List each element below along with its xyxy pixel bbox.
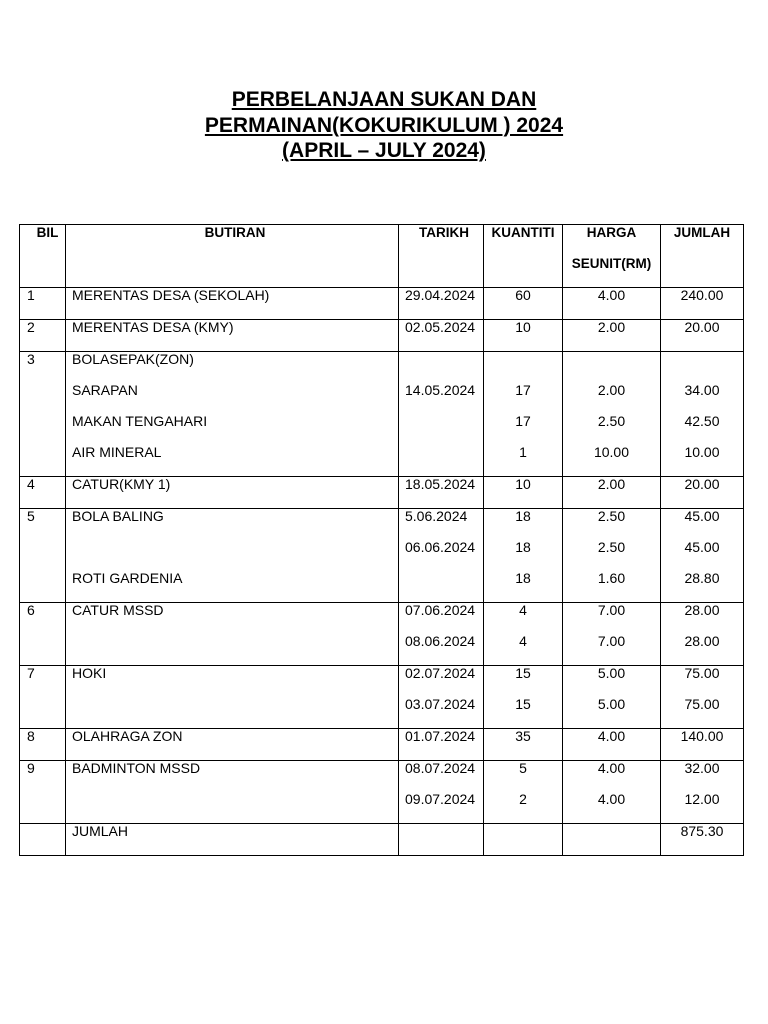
cell-tarikh-text: 02.05.2024 bbox=[405, 319, 476, 335]
cell-kuantiti bbox=[484, 320, 563, 352]
cell-bil-text bbox=[20, 571, 65, 602]
cell-bil-text: 9 bbox=[27, 760, 35, 776]
cell-bil-text: 5 bbox=[27, 508, 35, 524]
cell-tarikh-text: 09.07.2024 bbox=[405, 791, 476, 807]
cell-kuantiti bbox=[484, 352, 563, 477]
cell-harga-seunit-text bbox=[563, 352, 660, 383]
cell-butiran bbox=[66, 477, 399, 509]
table-header-row bbox=[20, 225, 744, 288]
cell-tarikh bbox=[399, 288, 484, 320]
cell-bil bbox=[20, 477, 66, 509]
cell-jumlah bbox=[661, 477, 744, 509]
cell-tarikh bbox=[399, 320, 484, 352]
cell-jumlah bbox=[661, 824, 744, 856]
cell-harga-seunit-text: 2.50 bbox=[597, 413, 626, 429]
cell-jumlah-text: 45.00 bbox=[684, 508, 720, 524]
cell-butiran-text: BADMINTON MSSD bbox=[72, 760, 201, 776]
cell-tarikh-text: 14.05.2024 bbox=[405, 382, 476, 398]
cell-jumlah-text: 34.00 bbox=[684, 382, 720, 398]
cell-harga-seunit bbox=[563, 509, 661, 603]
cell-kuantiti bbox=[484, 288, 563, 320]
cell-butiran-text: BOLASEPAK(ZON) bbox=[72, 351, 194, 367]
cell-bil bbox=[20, 729, 66, 761]
cell-kuantiti-text: 4 bbox=[519, 602, 527, 618]
header-butiran: BUTIRAN bbox=[66, 225, 399, 288]
cell-bil-text: 4 bbox=[27, 476, 35, 492]
cell-harga-seunit-text: 2.00 bbox=[597, 382, 626, 398]
cell-harga-seunit bbox=[563, 288, 661, 320]
cell-kuantiti-text: 15 bbox=[515, 696, 531, 712]
table-row bbox=[20, 509, 744, 603]
cell-jumlah-text: 12.00 bbox=[684, 791, 720, 807]
cell-kuantiti-text: 18 bbox=[515, 508, 531, 524]
cell-jumlah-text: 75.00 bbox=[684, 665, 720, 681]
table-row bbox=[20, 477, 744, 509]
cell-harga-seunit-text bbox=[563, 824, 660, 855]
cell-kuantiti-text bbox=[484, 824, 562, 855]
cell-bil bbox=[20, 509, 66, 603]
cell-kuantiti bbox=[484, 824, 563, 856]
cell-bil bbox=[20, 603, 66, 666]
cell-kuantiti-text bbox=[484, 352, 562, 383]
cell-butiran bbox=[66, 824, 399, 856]
cell-kuantiti-text: 4 bbox=[519, 633, 527, 649]
cell-tarikh-text: 08.07.2024 bbox=[405, 760, 476, 776]
cell-tarikh-text bbox=[399, 571, 483, 602]
cell-tarikh bbox=[399, 824, 484, 856]
cell-bil-text bbox=[20, 414, 65, 445]
cell-harga-seunit bbox=[563, 729, 661, 761]
cell-tarikh bbox=[399, 509, 484, 603]
cell-kuantiti-text: 1 bbox=[519, 444, 527, 460]
cell-harga-seunit-text: 10.00 bbox=[593, 444, 630, 460]
cell-jumlah bbox=[661, 352, 744, 477]
cell-tarikh bbox=[399, 666, 484, 729]
cell-harga-seunit-text: 4.00 bbox=[597, 287, 626, 303]
cell-kuantiti bbox=[484, 729, 563, 761]
cell-harga-seunit-text: 4.00 bbox=[597, 728, 626, 744]
document-title bbox=[0, 87, 768, 164]
table-row bbox=[20, 666, 744, 729]
cell-bil-text: 2 bbox=[27, 319, 35, 335]
cell-tarikh-text: 06.06.2024 bbox=[405, 539, 476, 555]
cell-jumlah-text: 28.00 bbox=[684, 633, 720, 649]
cell-bil-text bbox=[20, 634, 65, 665]
cell-kuantiti-text: 17 bbox=[515, 413, 531, 429]
cell-bil-text bbox=[20, 383, 65, 414]
cell-jumlah bbox=[661, 288, 744, 320]
cell-tarikh-text: 02.07.2024 bbox=[405, 665, 476, 681]
expense-table bbox=[19, 224, 744, 856]
cell-bil-text: 6 bbox=[27, 602, 35, 618]
cell-butiran-text: SARAPAN bbox=[72, 382, 138, 398]
table-row bbox=[20, 761, 744, 824]
cell-bil-text: 7 bbox=[27, 665, 35, 681]
cell-tarikh-text: 18.05.2024 bbox=[405, 476, 476, 492]
cell-harga-seunit-text: 2.00 bbox=[597, 319, 626, 335]
cell-bil-text: 3 bbox=[27, 351, 35, 367]
cell-kuantiti-text: 10 bbox=[515, 319, 531, 335]
cell-jumlah-text: 28.00 bbox=[684, 602, 720, 618]
cell-tarikh bbox=[399, 477, 484, 509]
cell-tarikh-text bbox=[399, 445, 483, 476]
cell-tarikh-text bbox=[399, 824, 483, 855]
table-row bbox=[20, 320, 744, 352]
table-row bbox=[20, 352, 744, 477]
cell-kuantiti-text: 2 bbox=[519, 791, 527, 807]
cell-bil bbox=[20, 352, 66, 477]
cell-kuantiti-text: 60 bbox=[515, 287, 531, 303]
cell-jumlah-text: 20.00 bbox=[684, 319, 720, 335]
cell-jumlah bbox=[661, 603, 744, 666]
cell-bil-text bbox=[20, 824, 65, 855]
cell-jumlah-text: 10.00 bbox=[684, 444, 720, 460]
cell-bil-text bbox=[20, 445, 65, 476]
cell-tarikh-text bbox=[399, 352, 483, 383]
cell-butiran-text: MERENTAS DESA (SEKOLAH) bbox=[72, 287, 270, 303]
cell-harga-seunit-text: 2.50 bbox=[597, 508, 626, 524]
cell-harga-seunit-text: 4.00 bbox=[597, 791, 626, 807]
cell-bil-text: 8 bbox=[27, 728, 35, 744]
cell-jumlah-text: 42.50 bbox=[684, 413, 720, 429]
cell-jumlah bbox=[661, 729, 744, 761]
cell-bil-text: 1 bbox=[27, 287, 35, 303]
cell-kuantiti bbox=[484, 603, 563, 666]
cell-jumlah-text: 140.00 bbox=[680, 728, 724, 744]
cell-butiran-text: AIR MINERAL bbox=[72, 444, 162, 460]
cell-butiran-text bbox=[66, 634, 398, 665]
cell-butiran-text: OLAHRAGA ZON bbox=[72, 728, 183, 744]
cell-bil-text bbox=[20, 697, 65, 728]
cell-kuantiti bbox=[484, 509, 563, 603]
cell-tarikh-text: 07.06.2024 bbox=[405, 602, 476, 618]
cell-tarikh bbox=[399, 729, 484, 761]
table-row bbox=[20, 729, 744, 761]
cell-kuantiti bbox=[484, 761, 563, 824]
cell-harga-seunit-text: 5.00 bbox=[597, 665, 626, 681]
cell-bil-text bbox=[20, 792, 65, 823]
cell-tarikh bbox=[399, 352, 484, 477]
cell-butiran-text: ROTI GARDENIA bbox=[72, 570, 183, 586]
cell-jumlah-text: 45.00 bbox=[684, 539, 720, 555]
cell-butiran bbox=[66, 603, 399, 666]
cell-kuantiti bbox=[484, 666, 563, 729]
cell-tarikh-text: 01.07.2024 bbox=[405, 728, 476, 744]
table-row bbox=[20, 603, 744, 666]
cell-jumlah-text: 875.30 bbox=[680, 823, 724, 839]
cell-harga-seunit-text: 7.00 bbox=[597, 602, 626, 618]
table-row bbox=[20, 288, 744, 320]
cell-harga-seunit bbox=[563, 477, 661, 509]
header-bil: BIL bbox=[20, 225, 66, 288]
title-line-1: PERBELANJAAN SUKAN DAN bbox=[231, 88, 537, 111]
cell-butiran bbox=[66, 666, 399, 729]
cell-butiran-text: MAKAN TENGAHARI bbox=[72, 413, 208, 429]
cell-butiran-text: HOKI bbox=[72, 665, 107, 681]
cell-kuantiti-text: 17 bbox=[515, 382, 531, 398]
cell-harga-seunit bbox=[563, 761, 661, 824]
header-harga-seunit: HARGA SEUNIT(RM) bbox=[563, 225, 661, 288]
table-row bbox=[20, 824, 744, 856]
cell-tarikh-text bbox=[399, 414, 483, 445]
header-tarikh: TARIKH bbox=[399, 225, 484, 288]
cell-butiran-text bbox=[66, 792, 398, 823]
cell-butiran bbox=[66, 729, 399, 761]
cell-butiran-text bbox=[66, 540, 398, 571]
cell-harga-seunit bbox=[563, 352, 661, 477]
cell-bil bbox=[20, 320, 66, 352]
cell-harga-seunit bbox=[563, 603, 661, 666]
cell-tarikh bbox=[399, 761, 484, 824]
cell-harga-seunit bbox=[563, 666, 661, 729]
cell-tarikh bbox=[399, 603, 484, 666]
header-jumlah: JUMLAH bbox=[661, 225, 744, 288]
cell-jumlah bbox=[661, 509, 744, 603]
cell-jumlah bbox=[661, 761, 744, 824]
cell-harga-seunit bbox=[563, 824, 661, 856]
cell-bil bbox=[20, 824, 66, 856]
cell-jumlah-text: 240.00 bbox=[680, 287, 724, 303]
cell-butiran-text: CATUR(KMY 1) bbox=[72, 476, 171, 492]
cell-bil-text bbox=[20, 540, 65, 571]
cell-butiran-text bbox=[66, 697, 398, 728]
cell-jumlah-text: 20.00 bbox=[684, 476, 720, 492]
cell-harga-seunit-text: 1.60 bbox=[597, 570, 626, 586]
cell-bil bbox=[20, 761, 66, 824]
cell-kuantiti-text: 15 bbox=[515, 665, 531, 681]
cell-butiran bbox=[66, 509, 399, 603]
cell-butiran-text: MERENTAS DESA (KMY) bbox=[72, 319, 234, 335]
cell-bil bbox=[20, 666, 66, 729]
cell-kuantiti-text: 18 bbox=[515, 539, 531, 555]
cell-kuantiti-text: 18 bbox=[515, 570, 531, 586]
cell-butiran-text: CATUR MSSD bbox=[72, 602, 164, 618]
cell-kuantiti-text: 5 bbox=[519, 760, 527, 776]
cell-jumlah-text: 32.00 bbox=[684, 760, 720, 776]
cell-jumlah bbox=[661, 320, 744, 352]
cell-bil bbox=[20, 288, 66, 320]
cell-butiran bbox=[66, 761, 399, 824]
cell-kuantiti bbox=[484, 477, 563, 509]
title-line-3: (APRIL – JULY 2024) bbox=[282, 139, 486, 162]
cell-harga-seunit-text: 5.00 bbox=[597, 696, 626, 712]
cell-tarikh-text: 03.07.2024 bbox=[405, 696, 476, 712]
cell-butiran-text: JUMLAH bbox=[72, 823, 129, 839]
cell-harga-seunit-text: 2.50 bbox=[597, 539, 626, 555]
header-kuantiti: KUANTITI bbox=[484, 225, 563, 288]
cell-kuantiti-text: 10 bbox=[515, 476, 531, 492]
cell-jumlah bbox=[661, 666, 744, 729]
title-line-2: PERMAINAN(KOKURIKULUM ) 2024 bbox=[204, 113, 564, 137]
cell-jumlah-text: 28.80 bbox=[684, 570, 720, 586]
cell-butiran bbox=[66, 352, 399, 477]
cell-harga-seunit-text: 2.00 bbox=[597, 476, 626, 492]
cell-kuantiti-text: 35 bbox=[515, 728, 531, 744]
cell-harga-seunit bbox=[563, 320, 661, 352]
cell-tarikh-text: 5.06.2024 bbox=[405, 508, 468, 524]
cell-tarikh-text: 08.06.2024 bbox=[405, 633, 476, 649]
cell-butiran-text: BOLA BALING bbox=[72, 508, 164, 524]
cell-jumlah-text: 75.00 bbox=[684, 696, 720, 712]
cell-butiran bbox=[66, 320, 399, 352]
cell-harga-seunit-text: 4.00 bbox=[597, 760, 626, 776]
cell-harga-seunit-text: 7.00 bbox=[597, 633, 626, 649]
cell-butiran bbox=[66, 288, 399, 320]
cell-jumlah-text bbox=[661, 352, 743, 383]
cell-tarikh-text: 29.04.2024 bbox=[405, 287, 476, 303]
